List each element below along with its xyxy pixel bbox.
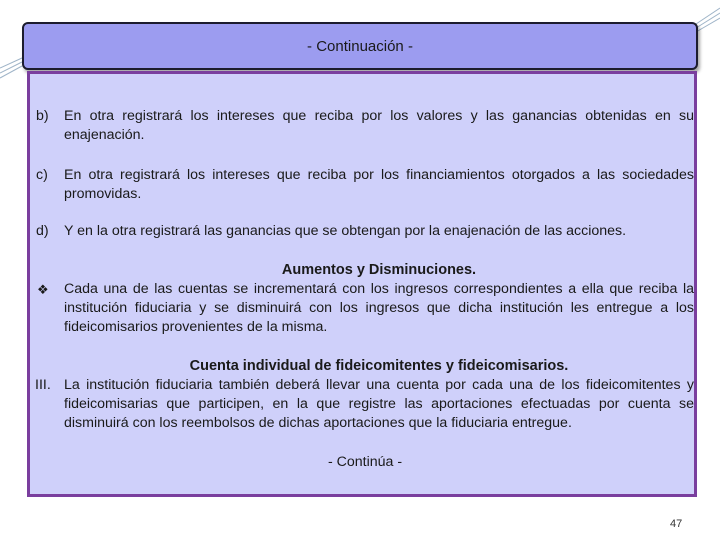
- list-marker: d): [36, 223, 49, 239]
- list-marker: c): [36, 167, 48, 183]
- section-heading: Cuenta individual de fideicomitentes y fideicomisarios.: [189, 358, 569, 374]
- section-text: Cada una de las cuentas se incrementará con los ingresos correspondientes a ella que reciba la institución fiduciaria y se disminuirá con los ingresos que dicha institución les entregue a los fideicomisarios provenientes de la misma.: [64, 281, 694, 335]
- section-body: [64, 261, 694, 337]
- section-text: La institución fiduciaria también deberá llevar una cuenta por cada una de los fideicomitentes y fideicomisarias que participen, en la que registre las aportaciones efectuadas por cuenta se disminuirá con los reembolsos de dichas aportaciones que la fiduciaria entregue.: [64, 377, 694, 431]
- page-number: 47: [670, 518, 683, 530]
- list-item-text: En otra registrará los intereses que reciba por los financiamientos otorgados a las sociedades promovidas.: [64, 167, 694, 202]
- continua-label: - Continúa -: [327, 454, 403, 470]
- content-box: [27, 71, 697, 497]
- diamond-bullet-icon: ❖: [37, 282, 49, 297]
- list-marker: b): [36, 108, 49, 124]
- list-item-text: Y en la otra registrará las ganancias que se obtengan por la enajenación de las acciones.: [64, 223, 627, 239]
- header-bar: [22, 22, 698, 70]
- header-title: - Continuación -: [307, 37, 413, 55]
- section-body: [64, 357, 694, 433]
- section-heading: Aumentos y Disminuciones.: [281, 262, 477, 278]
- roman-marker: III.: [35, 377, 51, 393]
- list-item-text: En otra registrará los intereses que reciba por los valores y las ganancias obtenidas en su enajenación.: [64, 108, 694, 143]
